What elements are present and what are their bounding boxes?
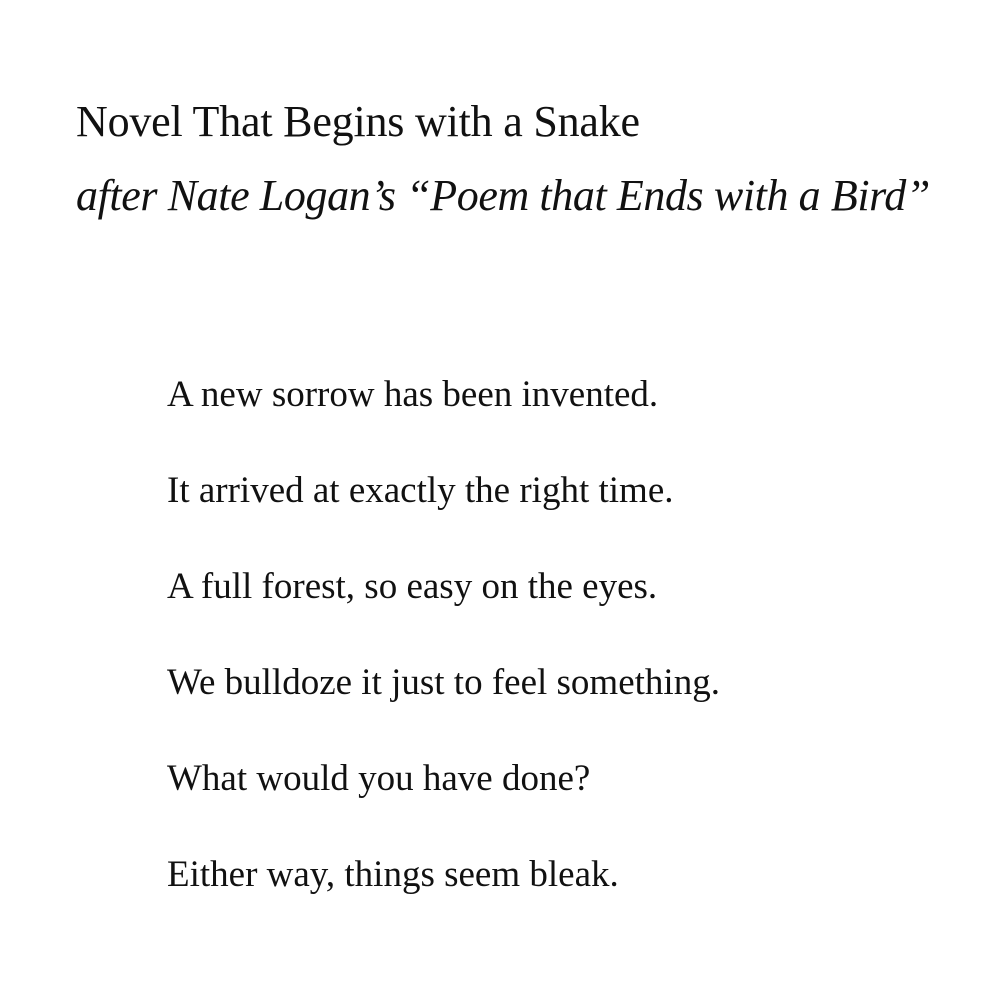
poem-subtitle: after Nate Logan’s “Poem that Ends with a Bird” bbox=[76, 171, 930, 220]
poem-line-5: What would you have done? bbox=[167, 758, 591, 799]
poem-line-1: A new sorrow has been invented. bbox=[167, 374, 659, 415]
poem-line-3: A full forest, so easy on the eyes. bbox=[167, 566, 658, 607]
poem-title: Novel That Begins with a Snake bbox=[76, 97, 640, 146]
poem-line-6: Either way, things seem bleak. bbox=[167, 854, 619, 895]
poem-line-2: It arrived at exactly the right time. bbox=[167, 470, 674, 511]
poem-line-4: We bulldoze it just to feel something. bbox=[167, 662, 720, 703]
poem-body bbox=[167, 368, 967, 944]
